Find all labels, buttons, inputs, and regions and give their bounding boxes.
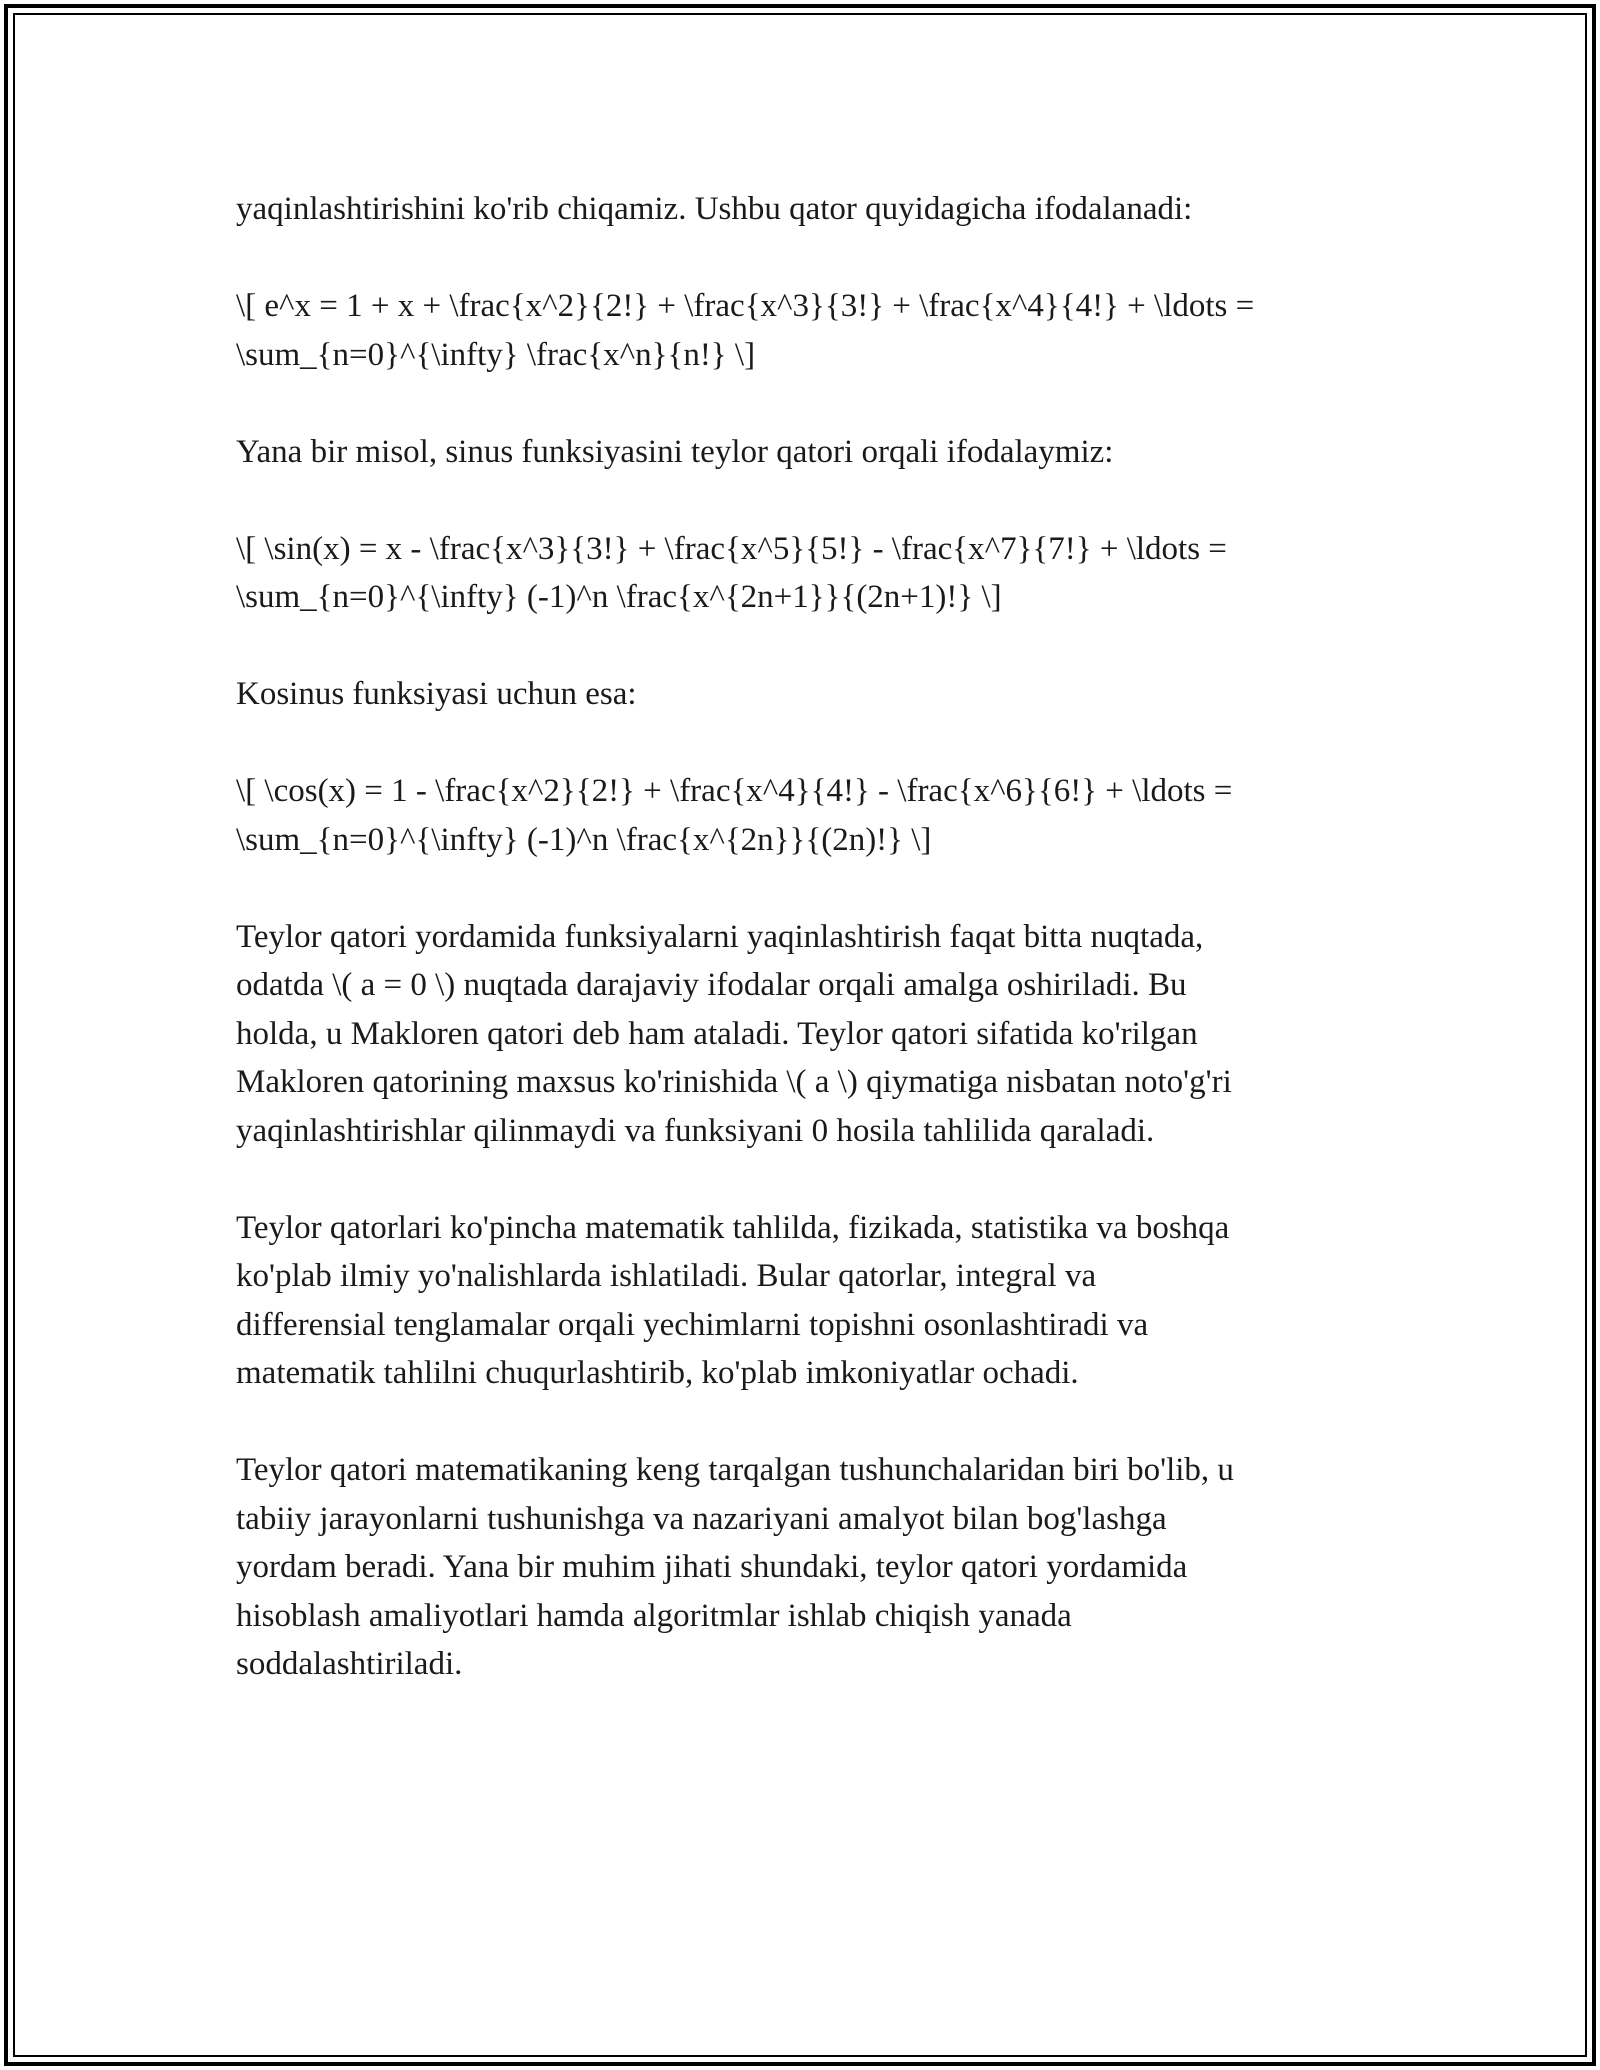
paragraph-sine-intro: Yana bir misol, sinus funksiyasini teylor qatori orqali ifodalaymiz: (236, 433, 1114, 470)
paragraph-maclaurin: Teylor qatori yordamida funksiyalarni yaqinlashtirish faqat bitta nuqtada, odatda \( a = 0 \) nuqtada darajaviy ifodalar orqali amalga oshiriladi. Bu holda, u Makloren qatori deb ham ataladi. Teylor qatori sifatida ko'rilgan Makloren qatorining maxsus ko'rinishida \( a \) qiymatiga nisbatan noto'g'ri yaqinlashtirishlar qilinmaydi va funksiyani 0 hosila tahlilida qaraladi. (236, 918, 1232, 1149)
paragraph-applications: Teylor qatorlari ko'pincha matematik tahlilda, fizikada, statistika va boshqa ko'plab ilmiy yo'nalishlarda ishlatiladi. Bular qatorlar, integral va differensial tenglamalar orqali yechimlarni topishni osonlashtiradi va matematik tahlilni chuqurlashtirib, ko'plab imkoniyatlar ochadi. (236, 1209, 1230, 1391)
paragraph-cosine-intro: Kosinus funksiyasi uchun esa: (236, 676, 637, 712)
paragraph-intro-continuation: yaqinlashtirishini ko'rib chiqamiz. Ushbu qator quyidagicha ifodalanadi: (236, 191, 1193, 227)
formula-cos-series: \[ \cos(x) = 1 - \frac{x^2}{2!} + \frac{x^4}{4!} - \frac{x^6}{6!} + \ldots = \sum_{n=0}^{\infty} (-1)^n \frac{x^{2n}}{(2n)!} \] (236, 773, 1233, 858)
formula-sin-series: \[ \sin(x) = x - \frac{x^3}{3!} + \frac{x^5}{5!} - \frac{x^7}{7!} + \ldots = \sum_{n=0}^{\infty} (-1)^n \frac{x^{2n+1}}{(2n+1)!} \] (236, 530, 1227, 615)
paragraph-conclusion: Teylor qatori matematikaning keng tarqalgan tushunchalaridan biri bo'lib, u tabiiy jarayonlarni tushunishga va nazariyani amalyot bilan bog'lashga yordam beradi. Yana bir muhim jihati shundaki, teylor qatori yordamida hisoblash amaliyotlari hamda algoritmlar ishlab chiqish yanada soddalashtiriladi. (236, 1452, 1234, 1682)
formula-exp-series: \[ e^x = 1 + x + \frac{x^2}{2!} + \frac{x^3}{3!} + \frac{x^4}{4!} + \ldots = \sum_{n=0}^{\infty} \frac{x^n}{n!} \] (236, 288, 1255, 373)
document-body (236, 185, 1376, 1737)
